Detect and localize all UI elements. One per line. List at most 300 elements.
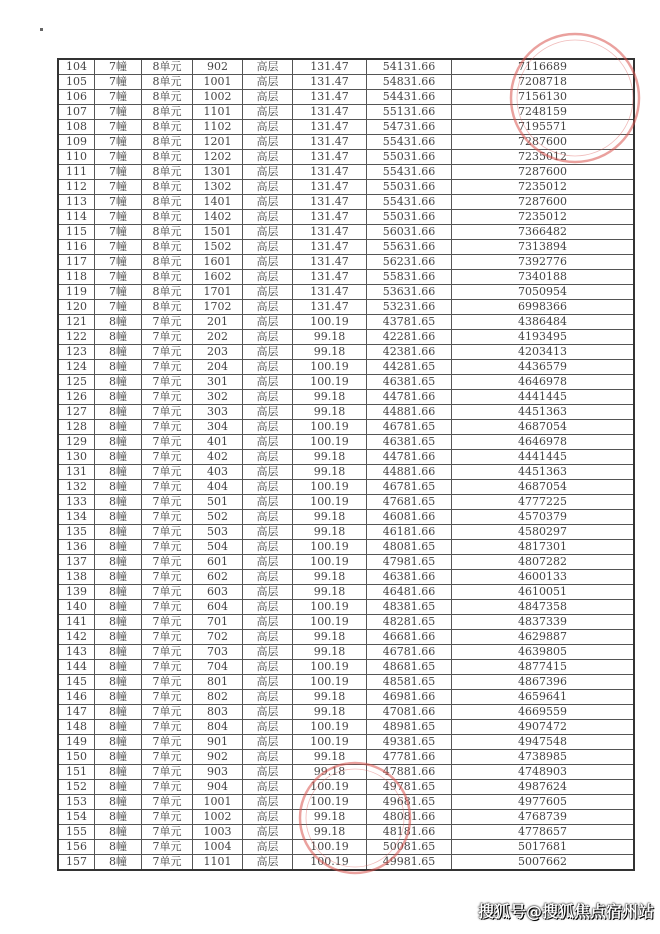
total-price-cell: 7287600 bbox=[452, 195, 635, 210]
table-row bbox=[58, 720, 634, 735]
unit-price-cell: 46681.66 bbox=[367, 630, 452, 645]
unit-cell: 8单元 bbox=[142, 59, 193, 75]
row-number-cell: 138 bbox=[58, 570, 95, 585]
table-row bbox=[58, 330, 634, 345]
row-number-cell: 150 bbox=[58, 750, 95, 765]
area-cell: 99.18 bbox=[293, 525, 367, 540]
floor-type-cell: 高层 bbox=[243, 720, 293, 735]
unit-cell: 8单元 bbox=[142, 195, 193, 210]
unit-price-cell: 55631.66 bbox=[367, 240, 452, 255]
unit-cell: 7单元 bbox=[142, 345, 193, 360]
total-price-cell: 7235012 bbox=[452, 150, 635, 165]
total-price-cell: 7208718 bbox=[452, 75, 635, 90]
total-price-cell: 4738985 bbox=[452, 750, 635, 765]
row-number-cell: 137 bbox=[58, 555, 95, 570]
room-cell: 1702 bbox=[193, 300, 243, 315]
total-price-cell: 4646978 bbox=[452, 375, 635, 390]
row-number-cell: 140 bbox=[58, 600, 95, 615]
table-row bbox=[58, 450, 634, 465]
table-row bbox=[58, 540, 634, 555]
row-number-cell: 130 bbox=[58, 450, 95, 465]
building-cell: 7幢 bbox=[95, 300, 142, 315]
row-number-cell: 145 bbox=[58, 675, 95, 690]
floor-type-cell: 高层 bbox=[243, 225, 293, 240]
room-cell: 803 bbox=[193, 705, 243, 720]
room-cell: 1101 bbox=[193, 105, 243, 120]
room-cell: 1301 bbox=[193, 165, 243, 180]
unit-cell: 7单元 bbox=[142, 600, 193, 615]
unit-price-cell: 46781.66 bbox=[367, 645, 452, 660]
building-cell: 8幢 bbox=[95, 585, 142, 600]
row-number-cell: 120 bbox=[58, 300, 95, 315]
building-cell: 8幢 bbox=[95, 390, 142, 405]
total-price-cell: 4646978 bbox=[452, 435, 635, 450]
building-cell: 8幢 bbox=[95, 675, 142, 690]
floor-type-cell: 高层 bbox=[243, 825, 293, 840]
room-cell: 1401 bbox=[193, 195, 243, 210]
total-price-cell: 7287600 bbox=[452, 165, 635, 180]
total-price-cell: 4748903 bbox=[452, 765, 635, 780]
area-cell: 100.19 bbox=[293, 615, 367, 630]
table-row bbox=[58, 465, 634, 480]
building-cell: 8幢 bbox=[95, 645, 142, 660]
table-row bbox=[58, 630, 634, 645]
building-cell: 8幢 bbox=[95, 720, 142, 735]
building-cell: 8幢 bbox=[95, 465, 142, 480]
scan-speck bbox=[40, 28, 43, 31]
unit-cell: 7单元 bbox=[142, 435, 193, 450]
unit-price-cell: 48981.65 bbox=[367, 720, 452, 735]
building-cell: 7幢 bbox=[95, 225, 142, 240]
total-price-cell: 5017681 bbox=[452, 840, 635, 855]
area-cell: 99.18 bbox=[293, 645, 367, 660]
unit-cell: 7单元 bbox=[142, 855, 193, 871]
unit-cell: 7单元 bbox=[142, 585, 193, 600]
area-cell: 99.18 bbox=[293, 330, 367, 345]
total-price-cell: 4436579 bbox=[452, 360, 635, 375]
total-price-cell: 4907472 bbox=[452, 720, 635, 735]
row-number-cell: 126 bbox=[58, 390, 95, 405]
total-price-cell: 4610051 bbox=[452, 585, 635, 600]
table-row bbox=[58, 510, 634, 525]
unit-cell: 8单元 bbox=[142, 225, 193, 240]
area-cell: 131.47 bbox=[293, 285, 367, 300]
unit-price-cell: 54131.66 bbox=[367, 59, 452, 75]
unit-cell: 8单元 bbox=[142, 255, 193, 270]
unit-cell: 8单元 bbox=[142, 285, 193, 300]
table-row bbox=[58, 105, 634, 120]
total-price-cell: 4580297 bbox=[452, 525, 635, 540]
total-price-cell: 4570379 bbox=[452, 510, 635, 525]
row-number-cell: 127 bbox=[58, 405, 95, 420]
total-price-cell: 5007662 bbox=[452, 855, 635, 871]
table-row bbox=[58, 855, 634, 871]
building-cell: 8幢 bbox=[95, 615, 142, 630]
floor-type-cell: 高层 bbox=[243, 435, 293, 450]
row-number-cell: 153 bbox=[58, 795, 95, 810]
area-cell: 99.18 bbox=[293, 465, 367, 480]
unit-price-cell: 42381.66 bbox=[367, 345, 452, 360]
row-number-cell: 134 bbox=[58, 510, 95, 525]
room-cell: 301 bbox=[193, 375, 243, 390]
floor-type-cell: 高层 bbox=[243, 585, 293, 600]
floor-type-cell: 高层 bbox=[243, 135, 293, 150]
unit-price-cell: 55031.66 bbox=[367, 150, 452, 165]
area-cell: 131.47 bbox=[293, 240, 367, 255]
unit-cell: 7单元 bbox=[142, 630, 193, 645]
unit-price-cell: 48581.65 bbox=[367, 675, 452, 690]
unit-price-cell: 49781.65 bbox=[367, 780, 452, 795]
area-cell: 100.19 bbox=[293, 840, 367, 855]
floor-type-cell: 高层 bbox=[243, 90, 293, 105]
unit-cell: 7单元 bbox=[142, 555, 193, 570]
unit-cell: 7单元 bbox=[142, 405, 193, 420]
floor-type-cell: 高层 bbox=[243, 495, 293, 510]
area-cell: 99.18 bbox=[293, 345, 367, 360]
floor-type-cell: 高层 bbox=[243, 420, 293, 435]
room-cell: 302 bbox=[193, 390, 243, 405]
room-cell: 202 bbox=[193, 330, 243, 345]
unit-price-cell: 44881.66 bbox=[367, 465, 452, 480]
building-cell: 7幢 bbox=[95, 75, 142, 90]
building-cell: 8幢 bbox=[95, 555, 142, 570]
building-cell: 8幢 bbox=[95, 525, 142, 540]
row-number-cell: 107 bbox=[58, 105, 95, 120]
area-cell: 99.18 bbox=[293, 405, 367, 420]
room-cell: 902 bbox=[193, 59, 243, 75]
room-cell: 204 bbox=[193, 360, 243, 375]
table-row bbox=[58, 150, 634, 165]
area-cell: 131.47 bbox=[293, 195, 367, 210]
area-cell: 100.19 bbox=[293, 855, 367, 871]
area-cell: 99.18 bbox=[293, 750, 367, 765]
row-number-cell: 113 bbox=[58, 195, 95, 210]
unit-price-cell: 48681.65 bbox=[367, 660, 452, 675]
total-price-cell: 4659641 bbox=[452, 690, 635, 705]
unit-cell: 8单元 bbox=[142, 90, 193, 105]
total-price-cell: 4867396 bbox=[452, 675, 635, 690]
total-price-cell: 4629887 bbox=[452, 630, 635, 645]
total-price-cell: 4687054 bbox=[452, 480, 635, 495]
building-cell: 8幢 bbox=[95, 750, 142, 765]
floor-type-cell: 高层 bbox=[243, 165, 293, 180]
row-number-cell: 154 bbox=[58, 810, 95, 825]
unit-cell: 8单元 bbox=[142, 210, 193, 225]
room-cell: 401 bbox=[193, 435, 243, 450]
building-cell: 8幢 bbox=[95, 375, 142, 390]
room-cell: 203 bbox=[193, 345, 243, 360]
unit-cell: 7单元 bbox=[142, 615, 193, 630]
area-cell: 131.47 bbox=[293, 75, 367, 90]
room-cell: 702 bbox=[193, 630, 243, 645]
total-price-cell: 7340188 bbox=[452, 270, 635, 285]
area-cell: 131.47 bbox=[293, 59, 367, 75]
room-cell: 601 bbox=[193, 555, 243, 570]
room-cell: 303 bbox=[193, 405, 243, 420]
row-number-cell: 129 bbox=[58, 435, 95, 450]
area-cell: 100.19 bbox=[293, 600, 367, 615]
area-cell: 100.19 bbox=[293, 480, 367, 495]
unit-price-cell: 55131.66 bbox=[367, 105, 452, 120]
room-cell: 602 bbox=[193, 570, 243, 585]
floor-type-cell: 高层 bbox=[243, 210, 293, 225]
building-cell: 8幢 bbox=[95, 420, 142, 435]
table-row bbox=[58, 555, 634, 570]
room-cell: 1601 bbox=[193, 255, 243, 270]
unit-price-cell: 55431.66 bbox=[367, 165, 452, 180]
building-cell: 7幢 bbox=[95, 135, 142, 150]
floor-type-cell: 高层 bbox=[243, 600, 293, 615]
building-cell: 7幢 bbox=[95, 59, 142, 75]
row-number-cell: 121 bbox=[58, 315, 95, 330]
unit-price-cell: 44781.66 bbox=[367, 390, 452, 405]
area-cell: 100.19 bbox=[293, 660, 367, 675]
table-row bbox=[58, 765, 634, 780]
floor-type-cell: 高层 bbox=[243, 840, 293, 855]
area-cell: 100.19 bbox=[293, 315, 367, 330]
unit-cell: 8单元 bbox=[142, 135, 193, 150]
table-row bbox=[58, 420, 634, 435]
floor-type-cell: 高层 bbox=[243, 630, 293, 645]
unit-cell: 7单元 bbox=[142, 705, 193, 720]
row-number-cell: 116 bbox=[58, 240, 95, 255]
unit-price-cell: 54731.66 bbox=[367, 120, 452, 135]
table-row bbox=[58, 375, 634, 390]
floor-type-cell: 高层 bbox=[243, 105, 293, 120]
unit-cell: 8单元 bbox=[142, 300, 193, 315]
total-price-cell: 7195571 bbox=[452, 120, 635, 135]
row-number-cell: 133 bbox=[58, 495, 95, 510]
floor-type-cell: 高层 bbox=[243, 195, 293, 210]
total-price-cell: 4687054 bbox=[452, 420, 635, 435]
row-number-cell: 136 bbox=[58, 540, 95, 555]
table-row bbox=[58, 810, 634, 825]
row-number-cell: 132 bbox=[58, 480, 95, 495]
table-row bbox=[58, 435, 634, 450]
unit-price-cell: 48381.65 bbox=[367, 600, 452, 615]
total-price-cell: 4639805 bbox=[452, 645, 635, 660]
building-cell: 7幢 bbox=[95, 240, 142, 255]
unit-cell: 7单元 bbox=[142, 450, 193, 465]
row-number-cell: 151 bbox=[58, 765, 95, 780]
unit-price-cell: 46381.65 bbox=[367, 435, 452, 450]
floor-type-cell: 高层 bbox=[243, 615, 293, 630]
room-cell: 1402 bbox=[193, 210, 243, 225]
room-cell: 901 bbox=[193, 735, 243, 750]
total-price-cell: 7287600 bbox=[452, 135, 635, 150]
area-cell: 100.19 bbox=[293, 540, 367, 555]
area-cell: 99.18 bbox=[293, 630, 367, 645]
row-number-cell: 144 bbox=[58, 660, 95, 675]
building-cell: 8幢 bbox=[95, 630, 142, 645]
area-cell: 99.18 bbox=[293, 570, 367, 585]
room-cell: 502 bbox=[193, 510, 243, 525]
unit-cell: 7单元 bbox=[142, 540, 193, 555]
unit-price-cell: 47081.66 bbox=[367, 705, 452, 720]
total-price-cell: 4977605 bbox=[452, 795, 635, 810]
room-cell: 201 bbox=[193, 315, 243, 330]
floor-type-cell: 高层 bbox=[243, 705, 293, 720]
unit-cell: 7单元 bbox=[142, 675, 193, 690]
unit-cell: 7单元 bbox=[142, 750, 193, 765]
table-row bbox=[58, 660, 634, 675]
unit-price-cell: 55431.66 bbox=[367, 135, 452, 150]
unit-cell: 8单元 bbox=[142, 105, 193, 120]
unit-price-cell: 48081.65 bbox=[367, 540, 452, 555]
table-row bbox=[58, 75, 634, 90]
unit-price-cell: 46381.65 bbox=[367, 375, 452, 390]
unit-price-cell: 48181.66 bbox=[367, 825, 452, 840]
row-number-cell: 122 bbox=[58, 330, 95, 345]
room-cell: 501 bbox=[193, 495, 243, 510]
building-cell: 7幢 bbox=[95, 270, 142, 285]
building-cell: 8幢 bbox=[95, 510, 142, 525]
unit-price-cell: 47781.66 bbox=[367, 750, 452, 765]
total-price-cell: 4987624 bbox=[452, 780, 635, 795]
building-cell: 8幢 bbox=[95, 735, 142, 750]
total-price-cell: 4203413 bbox=[452, 345, 635, 360]
table-row bbox=[58, 255, 634, 270]
area-cell: 100.19 bbox=[293, 375, 367, 390]
total-price-cell: 4837339 bbox=[452, 615, 635, 630]
floor-type-cell: 高层 bbox=[243, 59, 293, 75]
area-cell: 131.47 bbox=[293, 180, 367, 195]
area-cell: 99.18 bbox=[293, 510, 367, 525]
building-cell: 8幢 bbox=[95, 690, 142, 705]
area-cell: 131.47 bbox=[293, 255, 367, 270]
floor-type-cell: 高层 bbox=[243, 570, 293, 585]
building-cell: 8幢 bbox=[95, 705, 142, 720]
building-cell: 7幢 bbox=[95, 210, 142, 225]
unit-price-cell: 44781.66 bbox=[367, 450, 452, 465]
floor-type-cell: 高层 bbox=[243, 360, 293, 375]
unit-cell: 7单元 bbox=[142, 360, 193, 375]
floor-type-cell: 高层 bbox=[243, 330, 293, 345]
unit-price-cell: 55431.66 bbox=[367, 195, 452, 210]
building-cell: 8幢 bbox=[95, 405, 142, 420]
total-price-cell: 4817301 bbox=[452, 540, 635, 555]
unit-cell: 8单元 bbox=[142, 75, 193, 90]
unit-price-cell: 47981.65 bbox=[367, 555, 452, 570]
room-cell: 1701 bbox=[193, 285, 243, 300]
floor-type-cell: 高层 bbox=[243, 465, 293, 480]
row-number-cell: 143 bbox=[58, 645, 95, 660]
table-row bbox=[58, 285, 634, 300]
room-cell: 804 bbox=[193, 720, 243, 735]
room-cell: 503 bbox=[193, 525, 243, 540]
floor-type-cell: 高层 bbox=[243, 525, 293, 540]
table-row bbox=[58, 405, 634, 420]
unit-cell: 7单元 bbox=[142, 825, 193, 840]
total-price-cell: 4451363 bbox=[452, 465, 635, 480]
unit-cell: 7单元 bbox=[142, 810, 193, 825]
floor-type-cell: 高层 bbox=[243, 120, 293, 135]
unit-price-cell: 55031.66 bbox=[367, 210, 452, 225]
total-price-cell: 7116689 bbox=[452, 59, 635, 75]
floor-type-cell: 高层 bbox=[243, 810, 293, 825]
room-cell: 1501 bbox=[193, 225, 243, 240]
floor-type-cell: 高层 bbox=[243, 795, 293, 810]
unit-cell: 7单元 bbox=[142, 510, 193, 525]
row-number-cell: 142 bbox=[58, 630, 95, 645]
total-price-cell: 4777225 bbox=[452, 495, 635, 510]
building-cell: 7幢 bbox=[95, 165, 142, 180]
building-cell: 8幢 bbox=[95, 570, 142, 585]
row-number-cell: 131 bbox=[58, 465, 95, 480]
floor-type-cell: 高层 bbox=[243, 855, 293, 871]
building-cell: 8幢 bbox=[95, 810, 142, 825]
building-cell: 8幢 bbox=[95, 360, 142, 375]
building-cell: 8幢 bbox=[95, 495, 142, 510]
area-cell: 131.47 bbox=[293, 210, 367, 225]
unit-cell: 8单元 bbox=[142, 165, 193, 180]
table-row bbox=[58, 780, 634, 795]
table-row bbox=[58, 120, 634, 135]
table-row bbox=[58, 585, 634, 600]
unit-price-cell: 48081.66 bbox=[367, 810, 452, 825]
table-row bbox=[58, 675, 634, 690]
price-table bbox=[57, 58, 635, 871]
unit-cell: 7单元 bbox=[142, 375, 193, 390]
building-cell: 8幢 bbox=[95, 450, 142, 465]
unit-cell: 7单元 bbox=[142, 840, 193, 855]
area-cell: 100.19 bbox=[293, 420, 367, 435]
table-row bbox=[58, 210, 634, 225]
floor-type-cell: 高层 bbox=[243, 645, 293, 660]
area-cell: 100.19 bbox=[293, 780, 367, 795]
building-cell: 7幢 bbox=[95, 90, 142, 105]
area-cell: 131.47 bbox=[293, 225, 367, 240]
room-cell: 1302 bbox=[193, 180, 243, 195]
unit-cell: 7单元 bbox=[142, 480, 193, 495]
unit-price-cell: 46981.66 bbox=[367, 690, 452, 705]
room-cell: 403 bbox=[193, 465, 243, 480]
building-cell: 8幢 bbox=[95, 765, 142, 780]
row-number-cell: 118 bbox=[58, 270, 95, 285]
area-cell: 131.47 bbox=[293, 120, 367, 135]
unit-price-cell: 46781.65 bbox=[367, 480, 452, 495]
room-cell: 1002 bbox=[193, 810, 243, 825]
floor-type-cell: 高层 bbox=[243, 780, 293, 795]
table-row bbox=[58, 345, 634, 360]
area-cell: 131.47 bbox=[293, 270, 367, 285]
total-price-cell: 4807282 bbox=[452, 555, 635, 570]
building-cell: 8幢 bbox=[95, 795, 142, 810]
table-row bbox=[58, 795, 634, 810]
building-cell: 7幢 bbox=[95, 255, 142, 270]
table-row bbox=[58, 195, 634, 210]
row-number-cell: 106 bbox=[58, 90, 95, 105]
table-row bbox=[58, 360, 634, 375]
room-cell: 604 bbox=[193, 600, 243, 615]
unit-cell: 7单元 bbox=[142, 765, 193, 780]
building-cell: 8幢 bbox=[95, 855, 142, 871]
table-row bbox=[58, 480, 634, 495]
area-cell: 100.19 bbox=[293, 735, 367, 750]
room-cell: 902 bbox=[193, 750, 243, 765]
table-row bbox=[58, 645, 634, 660]
unit-cell: 7单元 bbox=[142, 570, 193, 585]
room-cell: 1202 bbox=[193, 150, 243, 165]
unit-price-cell: 54831.66 bbox=[367, 75, 452, 90]
floor-type-cell: 高层 bbox=[243, 735, 293, 750]
unit-price-cell: 47681.65 bbox=[367, 495, 452, 510]
unit-price-cell: 49981.65 bbox=[367, 855, 452, 871]
building-cell: 8幢 bbox=[95, 840, 142, 855]
unit-cell: 8单元 bbox=[142, 120, 193, 135]
table-row bbox=[58, 825, 634, 840]
area-cell: 99.18 bbox=[293, 765, 367, 780]
